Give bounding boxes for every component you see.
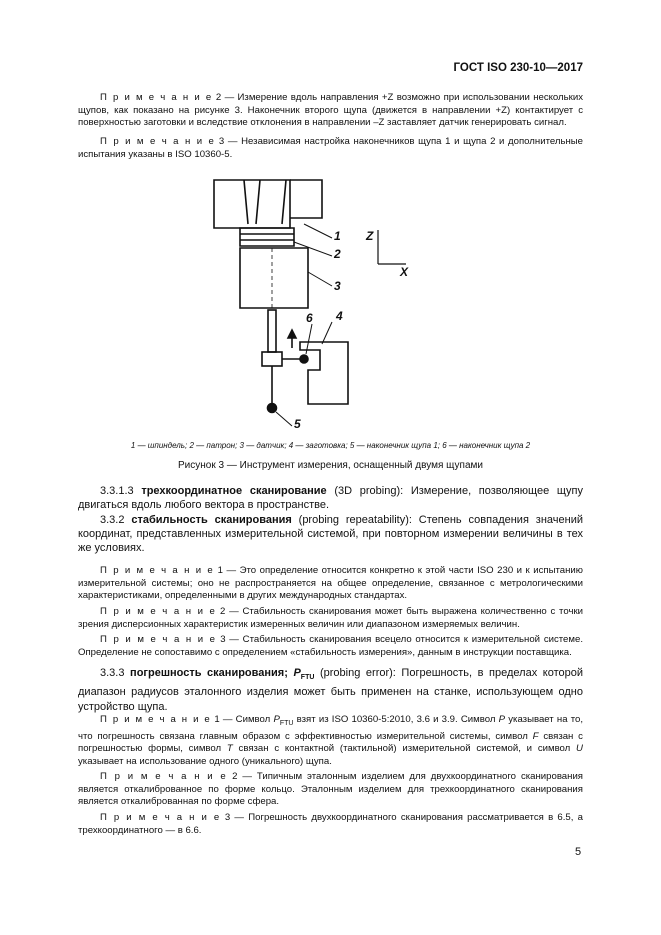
- note-text: 2 — Типичным эталонным изделием для двухкоординатного сканирования является откалиброванное по форме кольцо. Эталонным изделием для трехкоординатного сканирования является откалиброванная по форме сфера.: [78, 771, 583, 808]
- note-text: указывает на то, что погрешность связана главным образом с эффективностью измерительной системы, символ: [78, 714, 584, 742]
- term-3-3-2: [78, 513, 583, 556]
- figure-legend: 1 — шпиндель; 2 — патрон; 3 — датчик; 4 — заготовка; 5 — наконечник щупа 1; 6 — наконечник щупа 2: [130, 441, 531, 450]
- note-3-333: [78, 812, 583, 837]
- note-text: 3 — Погрешность двухкоординатного сканирования рассматривается в 6.5, а трехкоординатного — в 6.6.: [78, 812, 583, 836]
- term-definition: (probing repeatability): Степень совпадения значений координат, представленных измерительной системой, при повторном измерении величины в тех же условиях.: [78, 514, 583, 555]
- axis-x-label: X: [400, 265, 409, 279]
- note-label: П р и м е ч а н и е: [100, 771, 228, 782]
- document-header: ГОСТ ISO 230-10—2017: [453, 62, 583, 74]
- callout-5: 5: [294, 417, 301, 431]
- note-label: П р и м е ч а н и е: [100, 714, 212, 725]
- term-number: 3.3.1.3: [100, 485, 142, 497]
- note-1-333: [78, 714, 583, 768]
- note-label: П р и м е ч а н и е: [100, 812, 221, 823]
- term-symbol: P: [293, 667, 301, 679]
- term-3-3-1-3: [78, 484, 583, 512]
- note-label: П р и м е ч а н и е: [100, 136, 216, 147]
- note-label: П р и м е ч а н и е: [100, 92, 213, 103]
- term-symbol-subscript: FTU: [300, 674, 315, 682]
- note-text: связан с погрешностью формы, символ: [78, 730, 583, 755]
- note-2-332: [78, 606, 583, 631]
- note-text: 3 — Независимая настройка наконечников щупа 1 и щупа 2 и дополнительные испытания указаны в ISO 10360-5.: [78, 136, 583, 160]
- symbol-p: P: [498, 714, 506, 725]
- term-title: погрешность сканирования;: [130, 667, 294, 679]
- figure-probe-drawing: [200, 172, 440, 432]
- figure-caption: Рисунок 3 — Инструмент измерения, оснащенный двумя щупами: [178, 460, 483, 471]
- note-text: 2 — Стабильность сканирования может быть выражена количественно с точки зрения дисперсионных характеристик измеренных величин или диапазоном измеряемых величин.: [78, 606, 584, 630]
- term-definition: (probing error): Погрешность, в пределах которой диапазон радиусов эталонного изделия может быть применен на станке, использующем одно устройство щупа.: [78, 667, 583, 713]
- term-title: трехкоординатное сканирование: [141, 485, 327, 497]
- note-text: связан с контактной (тактильной) измерительной системой, и символ: [232, 743, 577, 755]
- note-text: 3 — Стабильность сканирования всецело относится к измерительной системе. Определение не сопоставимо с определением «стабильность измерения», данным в инструкции поставщика.: [78, 634, 583, 658]
- symbol-p: P: [273, 714, 280, 725]
- note-3-332: [78, 634, 583, 659]
- symbol-t: T: [226, 743, 233, 755]
- term-number: 3.3.2: [100, 514, 132, 526]
- term-definition: (3D probing): Измерение, позволяющее щупу двигаться вдоль любого вектора в пространстве.: [78, 485, 583, 512]
- callout-6: 6: [306, 311, 313, 325]
- note-text: взят из ISO 10360-5:2010, 3.6 и 3.9. Символ: [293, 714, 499, 725]
- symbol-f: F: [532, 730, 539, 742]
- note-label: П р и м е ч а н и е: [100, 606, 217, 617]
- term-title: стабильность сканирования: [131, 514, 292, 526]
- note-text: указывает на использование одного (уникального) щупа.: [78, 755, 332, 767]
- page-number: 5: [575, 846, 582, 858]
- callout-4: 4: [336, 309, 343, 323]
- note-text: 1 — Это определение относится конкретно к этой части ISO 230 и к испытанию измерительной системы; оно не распространяется на общее определение, связанное с метрологическими характеристиками, определенными в других международных стандартах.: [78, 565, 583, 602]
- symbol-subscript: FTU: [279, 719, 294, 727]
- callout-3: 3: [334, 279, 341, 293]
- note-2-top: [78, 92, 583, 130]
- callout-1: 1: [334, 229, 341, 243]
- term-number: 3.3.3: [100, 667, 131, 679]
- note-1-332: [78, 565, 583, 603]
- note-3-top: [78, 136, 583, 161]
- note-2-333: [78, 771, 583, 809]
- symbol-u: U: [576, 743, 583, 755]
- callout-2: 2: [334, 247, 341, 261]
- term-3-3-3: [78, 666, 583, 714]
- note-text: 1 — Символ: [211, 714, 274, 725]
- note-text: 2 — Измерение вдоль направления +Z возможно при использовании нескольких щупов, как показано на рисунке 3. Наконечник второго щупа (движется в направлении +Z) контактирует с поверхностью заготовки и вследствие отклонения в направлении –Z заставляет датчик генерировать сигнал.: [78, 92, 583, 129]
- note-label: П р и м е ч а н и е: [100, 565, 215, 576]
- note-label: П р и м е ч а н и е: [100, 634, 217, 645]
- axis-z-label: Z: [366, 229, 374, 243]
